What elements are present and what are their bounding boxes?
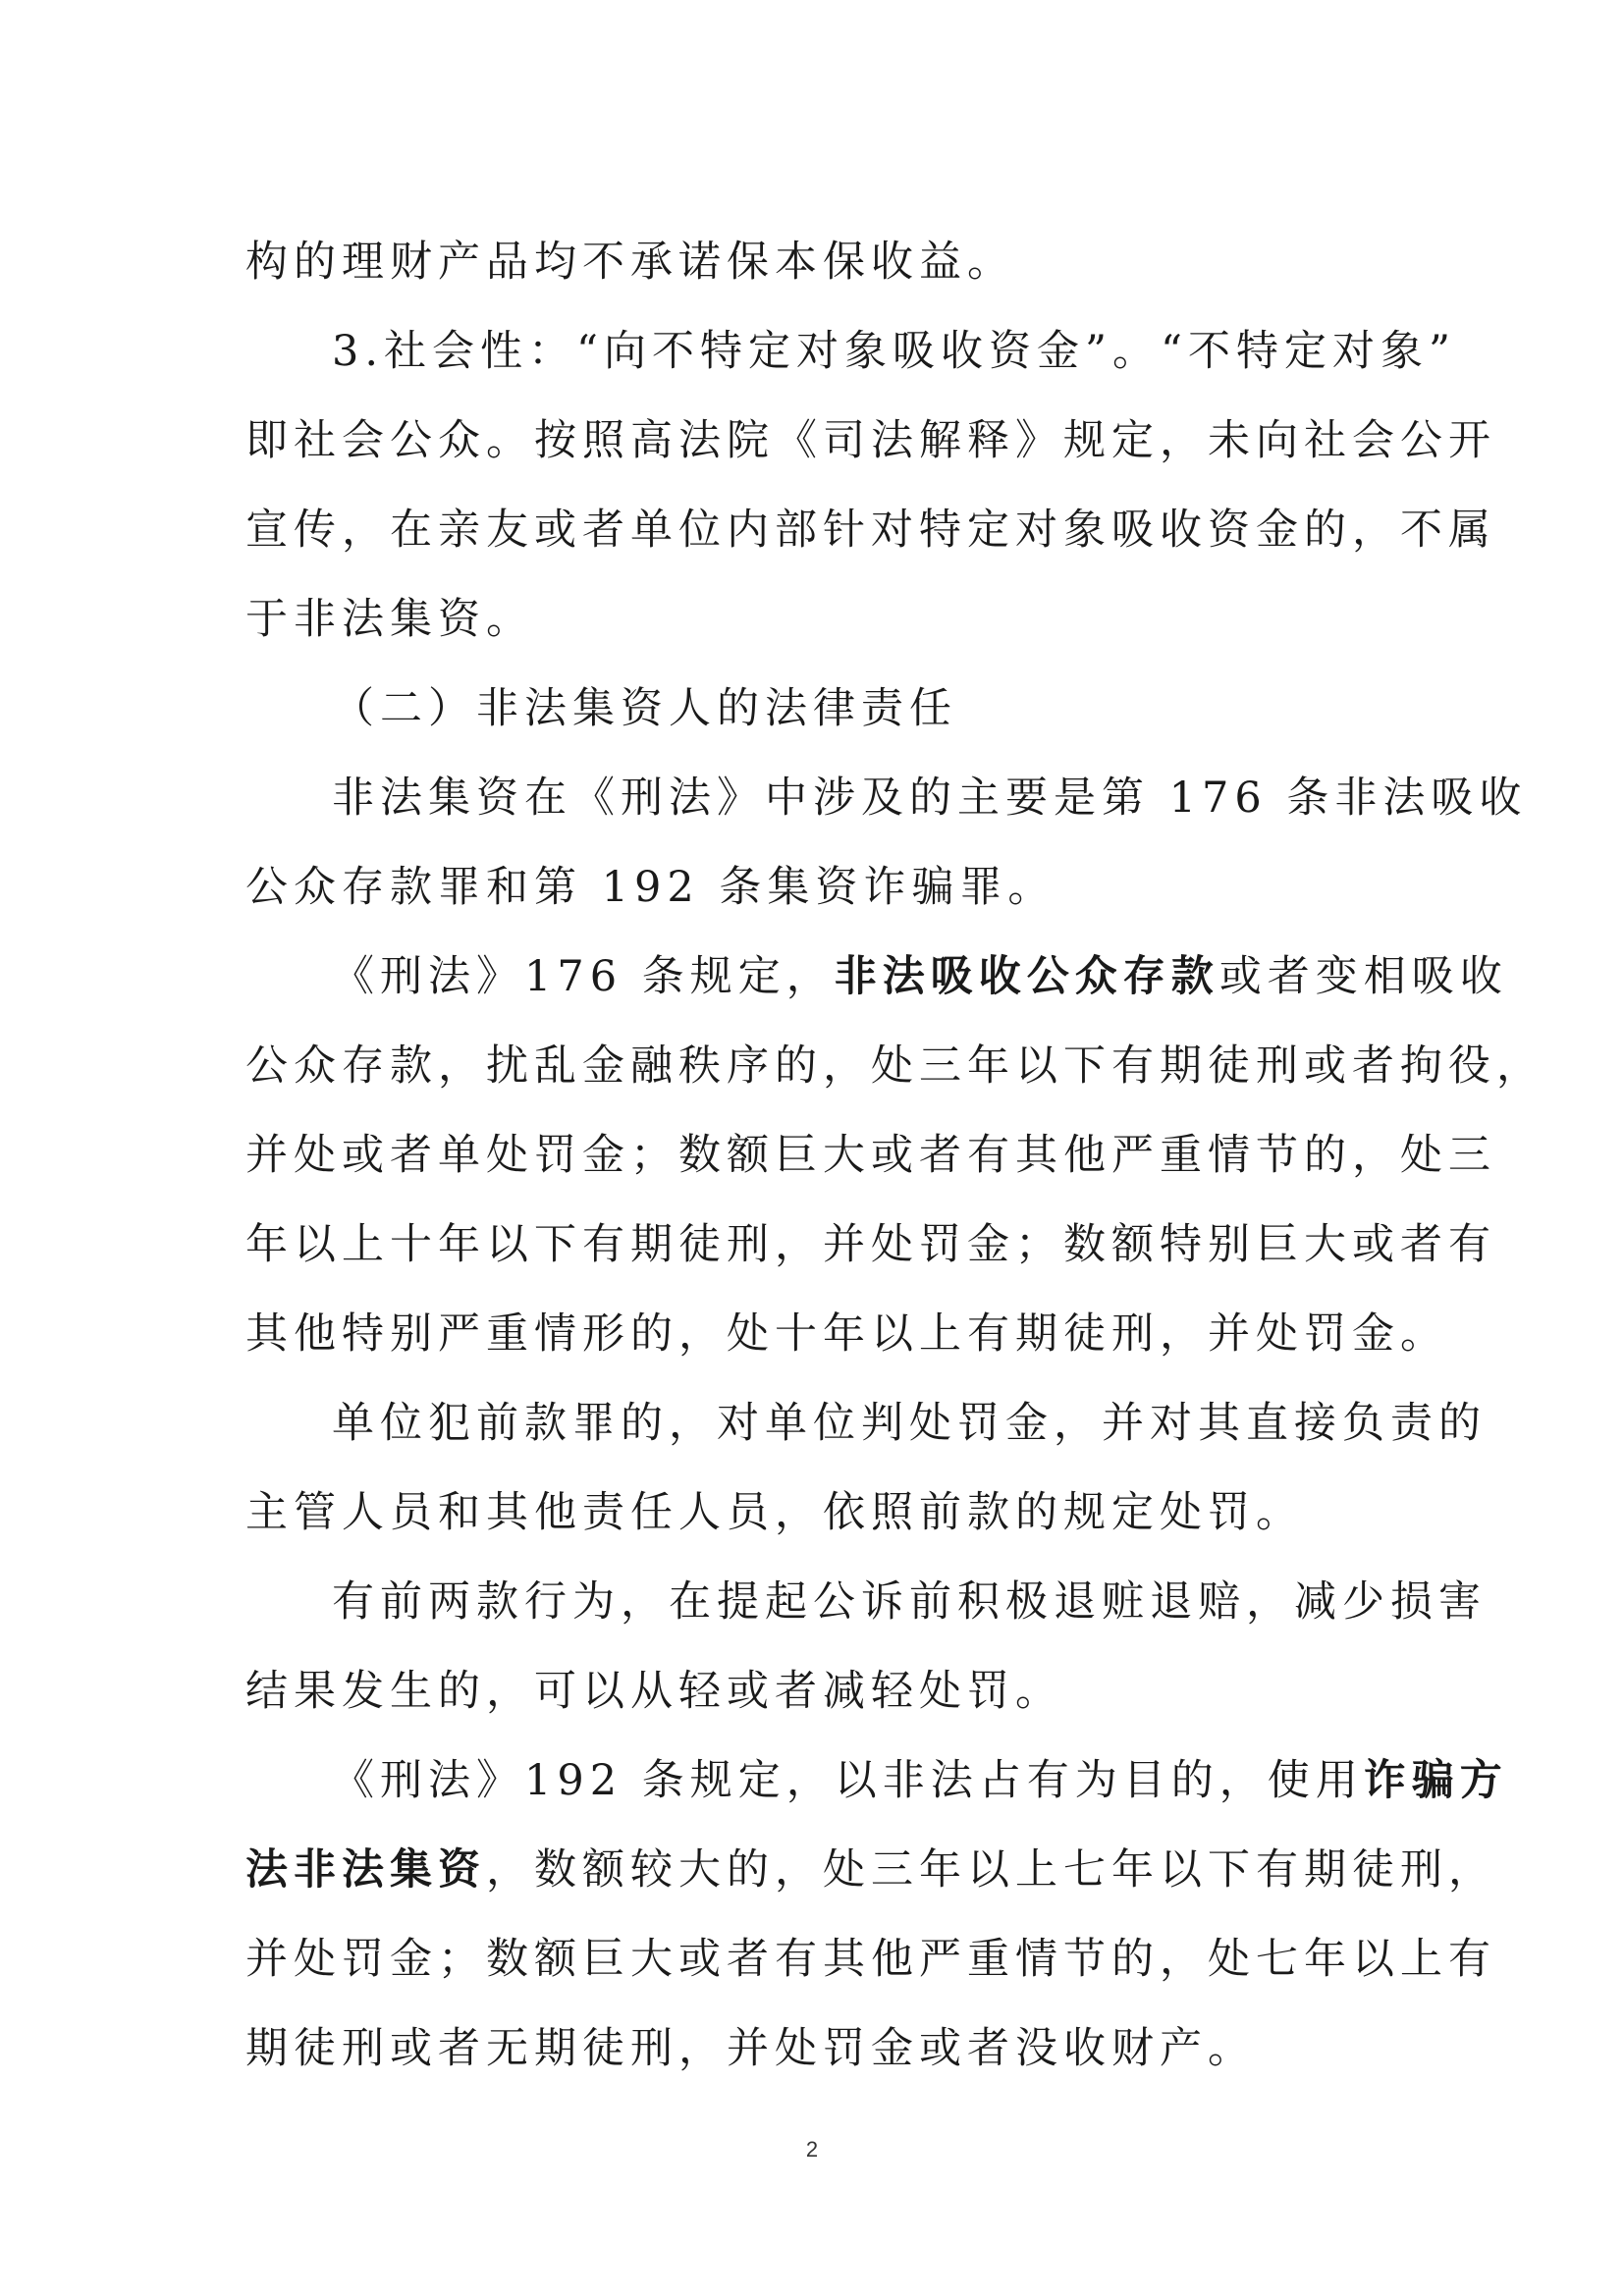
text-line: （二）非法集资人的法律责任 [332,684,957,733]
text-line [245,1826,1496,1915]
bold-text: 诈骗方 [1363,1756,1508,1805]
document-body [245,218,1544,2094]
text-line: 主管人员和其他责任人员，依照前款的规定处罚。 [245,1488,1304,1537]
text-line [245,933,1508,1022]
text-line: 有前两款行为，在提起公诉前积极退赃退赔，减少损害 [332,1577,1487,1627]
bold-text: 非法吸收公众存款 [834,952,1219,1001]
text-line: 单位犯前款罪的，对单位判处罚金，并对其直接负责的 [332,1399,1487,1448]
text-line: 于非法集资。 [245,595,534,644]
bold-text: 法非法集资 [245,1845,486,1895]
text-segment: ，数额较大的，处三年以上七年以下有期徒刑， [486,1845,1496,1895]
text-line: 其他特别严重情形的，处十年以上有期徒刑，并处罚金。 [245,1309,1448,1359]
text-segment: 或者变相吸收 [1218,952,1508,1001]
text-line: 公众存款罪和第 192 条集资诈骗罪。 [245,863,1056,912]
text-line: 即社会公众。按照高法院《司法解释》规定，未向社会公开 [245,416,1496,465]
page-number: 2 [805,2137,819,2162]
text-line: 构的理财产品均不承诺保本保收益。 [245,238,1015,287]
text-line: 并处罚金；数额巨大或者有其他严重情节的，处七年以上有 [245,1935,1496,1984]
text-line: 年以上十年以下有期徒刑，并处罚金；数额特别巨大或者有 [245,1220,1496,1269]
text-line: 3.社会性：“向不特定对象吸收资金”。“不特定对象” [332,327,1456,376]
text-line: 结果发生的，可以从轻或者减轻处罚。 [245,1667,1063,1716]
text-segment: 《刑法》192 条规定，以非法占有为目的，使用 [332,1756,1364,1805]
text-line: 期徒刑或者无期徒刑，并处罚金或者没收财产。 [245,2024,1256,2073]
text-line: 公众存款，扰乱金融秩序的，处三年以下有期徒刑或者拘役， [245,1041,1544,1091]
text-line: 并处或者单处罚金；数额巨大或者有其他严重情节的，处三 [245,1131,1496,1180]
text-line [245,1736,1508,1826]
text-segment: 《刑法》176 条规定， [332,952,835,1001]
text-line: 宣传，在亲友或者单位内部针对特定对象吸收资金的，不属 [245,506,1496,555]
text-line: 非法集资在《刑法》中涉及的主要是第 176 条非法吸收 [332,774,1528,823]
